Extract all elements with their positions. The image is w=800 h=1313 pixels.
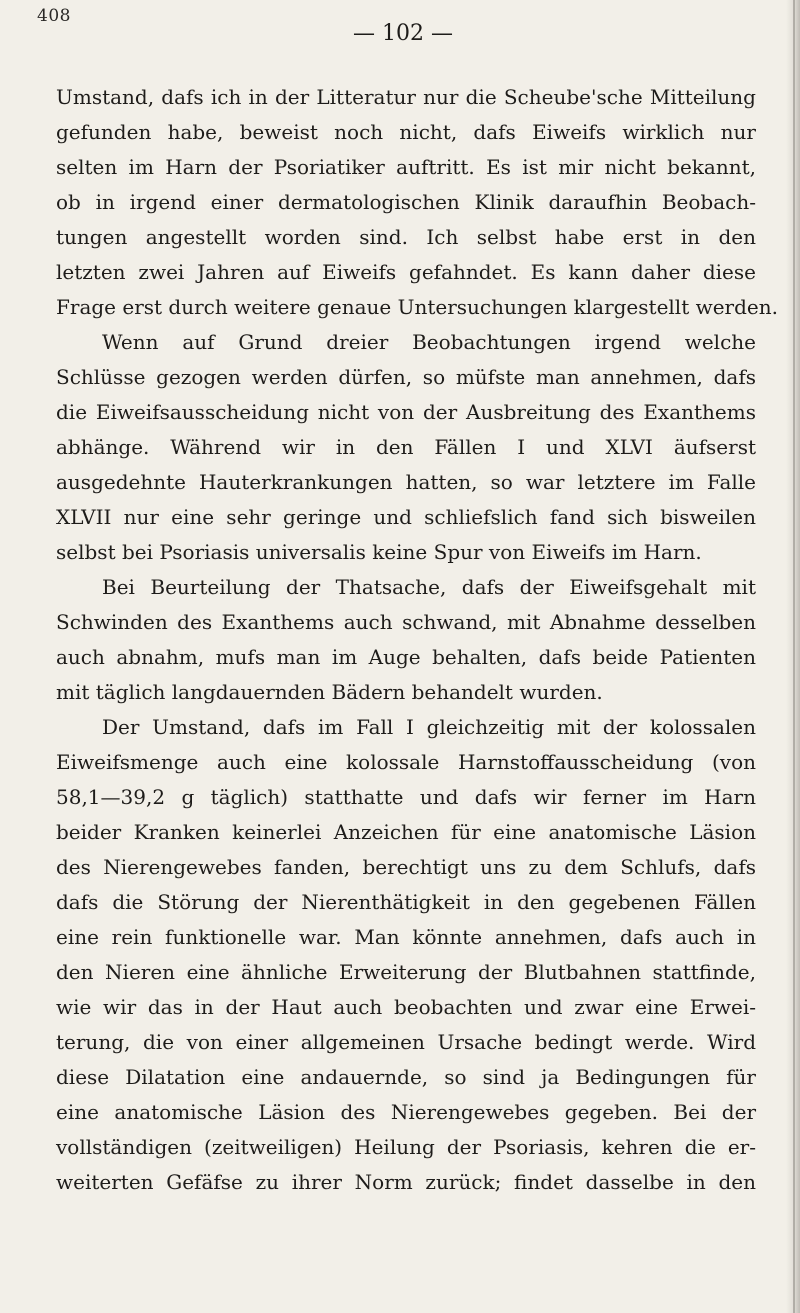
text-line: Umstand, dafs ich in der Litteratur nur die Scheube'sche Mitteilung — [56, 85, 756, 109]
text-line: Frage erst durch weitere genaue Untersuchungen klargestellt werden. — [56, 295, 778, 319]
text-line: wie wir das in der Haut auch beobachten und zwar eine Erwei- — [56, 995, 756, 1019]
text-line: gefunden habe, beweist noch nicht, dafs Eiweifs wirklich nur — [56, 120, 756, 144]
page-number: — 102 — — [353, 21, 453, 46]
text-line: selbst bei Psoriasis universalis keine Spur von Eiweifs im Harn. — [56, 540, 702, 564]
body-text — [56, 80, 778, 1200]
text-line: XLVII nur eine sehr geringe und schliefslich fand sich bisweilen — [56, 505, 756, 529]
text-line: die Eiweifsausscheidung nicht von der Ausbreitung des Exanthems — [56, 400, 756, 424]
text-line: auch abnahm, mufs man im Auge behalten, dafs beide Patienten — [56, 645, 756, 669]
text-line: abhänge. Während wir in den Fällen I und XLVI äufserst — [56, 435, 756, 459]
text-line: Der Umstand, dafs im Fall I gleichzeitig mit der kolossalen — [102, 715, 756, 739]
text-line: eine anatomische Läsion des Nierengewebes gegeben. Bei der — [56, 1100, 756, 1124]
text-line: ausgedehnte Hauterkrankungen hatten, so war letztere im Falle — [56, 470, 756, 494]
text-line: ob in irgend einer dermatologischen Klinik daraufhin Beobach- — [56, 190, 756, 214]
page-edge-line — [793, 0, 795, 1313]
text-line: den Nieren eine ähnliche Erweiterung der Blutbahnen stattfinde, — [56, 960, 756, 984]
text-line: 58,1—39,2 g täglich) statthatte und dafs wir ferner im Harn — [56, 785, 756, 809]
text-line: Bei Beurteilung der Thatsache, dafs der Eiweifsgehalt mit — [102, 575, 756, 599]
text-line: Schwinden des Exanthems auch schwand, mit Abnahme desselben — [56, 610, 756, 634]
text-line: tungen angestellt worden sind. Ich selbst habe erst in den — [56, 225, 756, 249]
text-line: Eiweifsmenge auch eine kolossale Harnstoffausscheidung (von — [56, 750, 756, 774]
text-line: Schlüsse gezogen werden dürfen, so müfste man annehmen, dafs — [56, 365, 756, 389]
text-line: beider Kranken keinerlei Anzeichen für eine anatomische Läsion — [56, 820, 756, 844]
text-line: Wenn auf Grund dreier Beobachtungen irgend welche — [102, 330, 756, 354]
folio-number: 408 — [37, 6, 71, 26]
text-line: dafs die Störung der Nierenthätigkeit in den gegebenen Fällen — [56, 890, 756, 914]
text-line: terung, die von einer allgemeinen Ursache bedingt werde. Wird — [56, 1030, 756, 1054]
text-line: letzten zwei Jahren auf Eiweifs gefahndet. Es kann daher diese — [56, 260, 756, 284]
text-line: mit täglich langdauernden Bädern behandelt wurden. — [56, 680, 603, 704]
text-line: selten im Harn der Psoriatiker auftritt. Es ist mir nicht bekannt, — [56, 155, 756, 179]
text-line: des Nierengewebes fanden, berechtigt uns zu dem Schlufs, dafs — [56, 855, 756, 879]
text-line: eine rein funktionelle war. Man könnte annehmen, dafs auch in — [56, 925, 756, 949]
text-line: weiterten Gefäfse zu ihrer Norm zurück; findet dasselbe in den — [56, 1170, 756, 1194]
text-line: vollständigen (zeitweiligen) Heilung der Psoriasis, kehren die er- — [56, 1135, 756, 1159]
text-line: diese Dilatation eine andauernde, so sind ja Bedingungen für — [56, 1065, 756, 1089]
